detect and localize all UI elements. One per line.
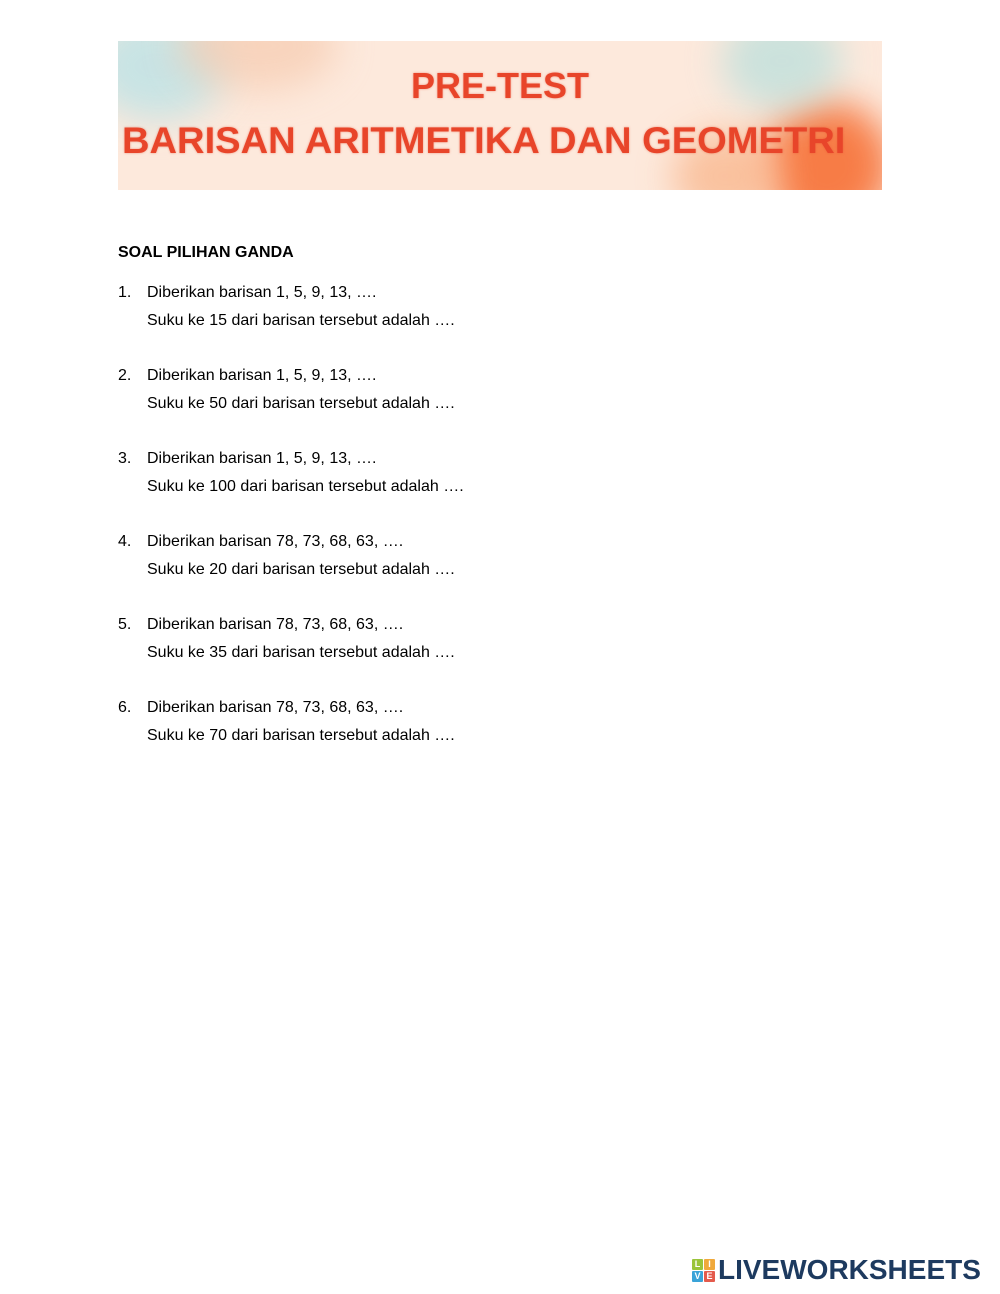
question-item [118,611,878,667]
question-prompt: Suku ke 20 dari barisan tersebut adalah …. [147,561,455,578]
question-prompt: Suku ke 70 dari barisan tersebut adalah …. [147,727,455,744]
question-number: 1. [118,284,132,301]
logo-mark-icon [692,1259,715,1282]
question-number: 2. [118,367,132,384]
question-sequence: Diberikan barisan 1, 5, 9, 13, …. [147,450,377,467]
liveworksheets-logo [692,1254,981,1286]
logo-mark-letter: I [704,1259,715,1270]
question-prompt: Suku ke 100 dari barisan tersebut adalah …. [147,478,464,495]
question-sequence: Diberikan barisan 1, 5, 9, 13, …. [147,367,377,384]
logo-text: LIVEWORKSHEETS [718,1254,981,1285]
question-number: 4. [118,533,132,550]
question-item [118,445,878,501]
banner-title: PRE-TEST [410,65,589,106]
header-banner [118,41,882,190]
question-item [118,279,878,335]
question-prompt: Suku ke 35 dari barisan tersebut adalah …. [147,644,455,661]
logo-mark-letter: E [704,1271,715,1282]
logo-mark-letter: V [692,1271,703,1282]
question-sequence: Diberikan barisan 78, 73, 68, 63, …. [147,616,404,633]
question-sequence: Diberikan barisan 78, 73, 68, 63, …. [147,533,404,550]
logo-mark-letter: L [692,1259,703,1270]
question-item [118,694,878,750]
question-prompt: Suku ke 15 dari barisan tersebut adalah …. [147,312,455,329]
section-heading: SOAL PILIHAN GANDA [118,244,294,261]
question-number: 5. [118,616,132,633]
question-sequence: Diberikan barisan 1, 5, 9, 13, …. [147,284,377,301]
question-sequence: Diberikan barisan 78, 73, 68, 63, …. [147,699,404,716]
question-item [118,362,878,418]
question-number: 6. [118,699,132,716]
question-prompt: Suku ke 50 dari barisan tersebut adalah …. [147,395,455,412]
worksheet-content [118,240,878,777]
question-item [118,528,878,584]
banner-subtitle: BARISAN ARITMETIKA DAN GEOMETRI [122,120,846,161]
question-number: 3. [118,450,132,467]
